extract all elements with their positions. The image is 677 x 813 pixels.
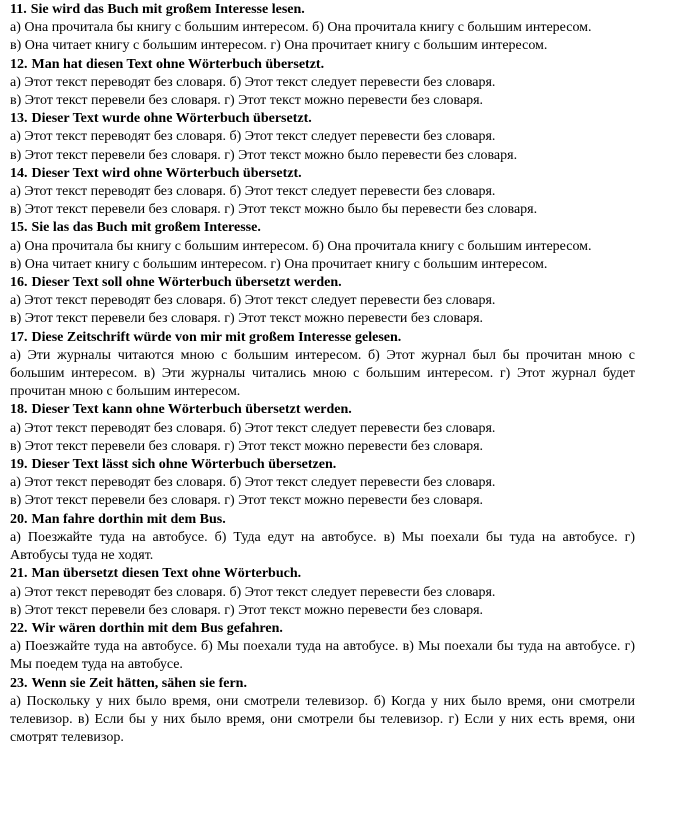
question-prompt: Diese Zeitschrift würde von mir mit großem Interesse gelesen.: [31, 329, 402, 345]
question-prompt: Wenn sie Zeit hätten, sähen sie fern.: [31, 675, 247, 691]
question-block: [10, 511, 635, 566]
answer-options: а) Этот текст переводят без словаря. б) Этот текст следует перевести без словаря.: [10, 293, 496, 309]
question-heading: [10, 219, 635, 237]
question-heading: [10, 456, 635, 474]
answer-options: в) Этот текст перевели без словаря. г) Этот текст можно перевести без словаря.: [10, 602, 484, 618]
question-heading: [10, 511, 635, 529]
question-number: 15.: [10, 220, 28, 236]
question-block: [10, 456, 635, 511]
question-block: [10, 1, 635, 56]
answer-options: а) Эти журналы читаются мною с большим интересом. б) Этот журнал был бы прочитан мною с большим интересом. в) Эти журналы читались мною с большим интересом. г) Этот журнал будет прочитан мною с большим интересом.: [10, 347, 635, 400]
question-number: 14.: [10, 165, 28, 181]
answer-options: а) Поезжайте туда на автобусе. б) Мы поехали туда на автобусе. в) Мы поехали бы туда на автобусе. г) Мы поедем туда на автобусе.: [10, 639, 635, 673]
answer-options: а) Она прочитала бы книгу с большим интересом. б) Она прочитала книгу с большим интересом.: [10, 238, 592, 254]
question-heading: [10, 274, 635, 292]
question-prompt: Wir wären dorthin mit dem Bus gefahren.: [31, 620, 283, 636]
answer-options: а) Этот текст переводят без словаря. б) Этот текст следует перевести без словаря.: [10, 184, 496, 200]
question-block: [10, 110, 635, 165]
question-number: 23.: [10, 675, 28, 691]
question-block: [10, 219, 635, 274]
answer-options: а) Поскольку у них было время, они смотрели телевизор. б) Когда у них было время, они смотрели телевизор. в) Если бы у них было время, они смотрели бы телевизор. г) Если у них есть время, они смотрят телевизор.: [10, 693, 635, 746]
question-prompt: Man hat diesen Text ohne Wörterbuch übersetzt.: [31, 56, 325, 72]
answer-options: а) Этот текст переводят без словаря. б) Этот текст следует перевести без словаря.: [10, 420, 496, 436]
question-heading: [10, 401, 635, 419]
answer-options: в) Она читает книгу с большим интересом. г) Она прочитает книгу с большим интересом.: [10, 256, 548, 272]
answer-options: а) Этот текст переводят без словаря. б) Этот текст следует перевести без словаря.: [10, 584, 496, 600]
question-block: [10, 329, 635, 402]
answer-options: в) Этот текст перевели без словаря. г) Этот текст можно перевести без словаря.: [10, 311, 484, 327]
question-prompt: Dieser Text soll ohne Wörterbuch übersetzt werden.: [31, 275, 342, 291]
question-prompt: Man fahre dorthin mit dem Bus.: [31, 511, 226, 527]
question-number: 18.: [10, 402, 28, 418]
question-heading: [10, 110, 635, 128]
answer-options: в) Этот текст перевели без словаря. г) Этот текст можно было бы перевести без словаря.: [10, 202, 538, 218]
question-number: 13.: [10, 111, 28, 127]
question-heading: [10, 1, 635, 19]
question-heading: [10, 329, 635, 347]
answer-options: а) Поезжайте туда на автобусе. б) Туда едут на автобусе. в) Мы поехали бы туда на автобусе. г) Автобусы туда не ходят.: [10, 529, 635, 564]
question-number: 12.: [10, 56, 28, 72]
answer-options: в) Этот текст перевели без словаря. г) Этот текст можно было перевести без словаря.: [10, 147, 518, 163]
question-heading: [10, 56, 635, 74]
question-block: [10, 274, 635, 329]
question-block: [10, 565, 635, 620]
question-prompt: Sie las das Buch mit großem Interesse.: [31, 220, 261, 236]
question-number: 17.: [10, 329, 28, 345]
question-prompt: Man übersetzt diesen Text ohne Wörterbuch.: [31, 566, 302, 582]
question-prompt: Dieser Text wird ohne Wörterbuch übersetzt.: [31, 165, 302, 181]
question-number: 16.: [10, 275, 28, 291]
answer-options: а) Этот текст переводят без словаря. б) Этот текст следует перевести без словаря.: [10, 475, 496, 491]
answer-options: а) Этот текст переводят без словаря. б) Этот текст следует перевести без словаря.: [10, 129, 496, 145]
question-block: [10, 401, 635, 456]
answer-options: в) Этот текст перевели без словаря. г) Этот текст можно перевести без словаря.: [10, 438, 484, 454]
question-block: [10, 675, 635, 748]
answer-options: а) Она прочитала бы книгу с большим интересом. б) Она прочитала книгу с большим интересом.: [10, 20, 592, 36]
question-prompt: Dieser Text wurde ohne Wörterbuch übersetzt.: [31, 111, 312, 127]
answer-options: в) Она читает книгу с большим интересом. г) Она прочитает книгу с большим интересом.: [10, 38, 548, 54]
question-heading: [10, 165, 635, 183]
question-number: 11.: [10, 2, 27, 17]
answer-options: а) Этот текст переводят без словаря. б) Этот текст следует перевести без словаря.: [10, 74, 496, 90]
question-heading: [10, 565, 635, 583]
question-heading: [10, 620, 635, 638]
question-prompt: Sie wird das Buch mit großem Interesse lesen.: [30, 2, 305, 17]
question-number: 22.: [10, 620, 28, 636]
question-block: [10, 56, 635, 111]
question-block: [10, 620, 635, 675]
answer-options: в) Этот текст перевели без словаря. г) Этот текст можно перевести без словаря.: [10, 93, 484, 109]
answer-options: в) Этот текст перевели без словаря. г) Этот текст можно перевести без словаря.: [10, 493, 484, 509]
question-block: [10, 165, 635, 220]
question-prompt: Dieser Text lässt sich ohne Wörterbuch übersetzen.: [31, 457, 337, 473]
question-heading: [10, 675, 635, 693]
question-number: 20.: [10, 511, 28, 527]
question-number: 19.: [10, 457, 28, 473]
question-prompt: Dieser Text kann ohne Wörterbuch übersetzt werden.: [31, 402, 352, 418]
question-number: 21.: [10, 566, 28, 582]
